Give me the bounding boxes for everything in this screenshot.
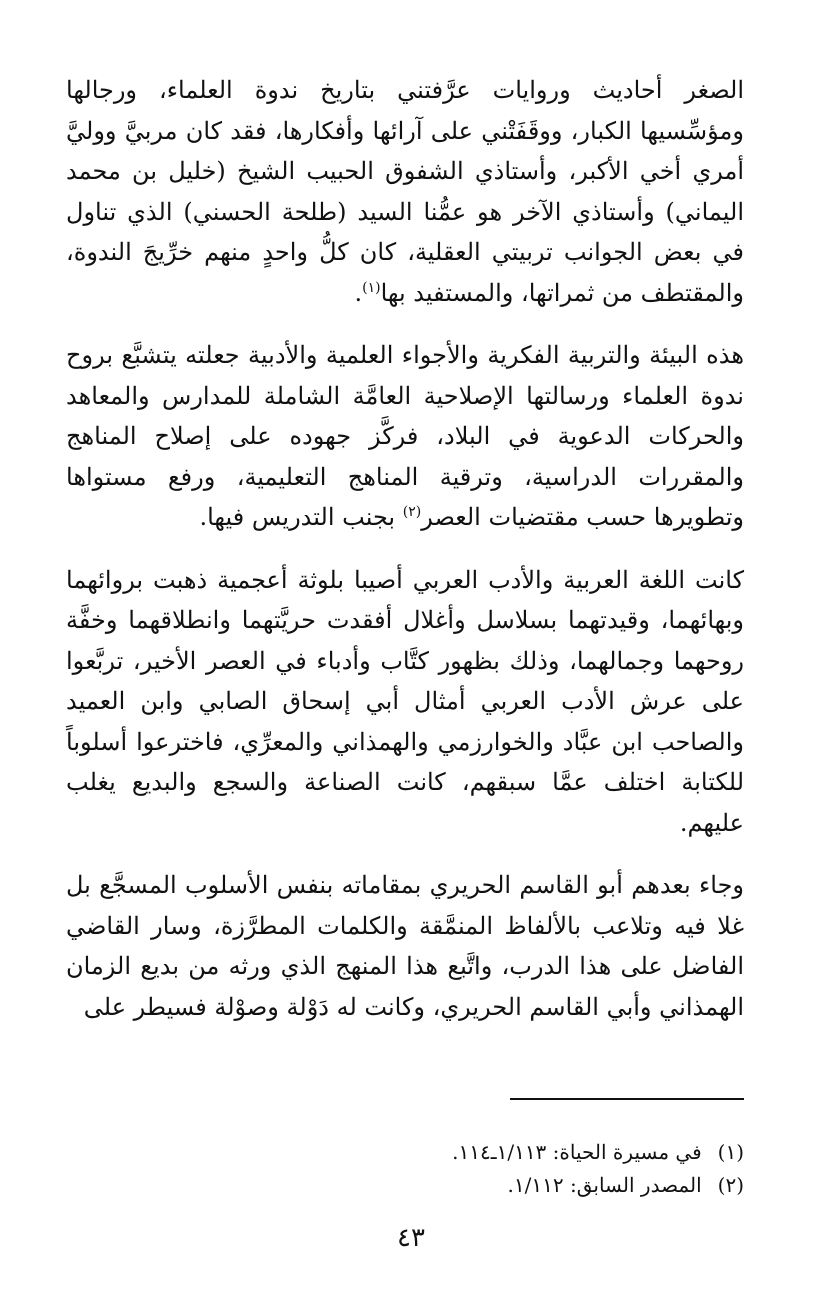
paragraph-3 <box>66 560 744 844</box>
footnotes <box>300 1136 744 1202</box>
footnote-2-number: (٢) <box>717 1173 744 1197</box>
paragraph-2 <box>66 335 744 538</box>
footnote-mark-1: (١) <box>362 279 381 296</box>
paragraph-1-text: الصغر أحاديث وروايات عرَّفتني بتاريخ ندوة العلماء، ورجالها ومؤسِّسيها الكبار، ووقَفَتْني على آرائها وأفكارها، فقد كان مربيَّ ووليَّ أمري أخي الأكبر، وأستاذي الشفوق الحبيب الشيخ (خليل بن محمد اليماني) وأستاذي الآخر هو عمُّنا السيد (طلحة الحسني) الذي تناول في بعض الجوانب تربيتي العقلية، كان كلُّ واحدٍ منهم خرِّيجَ الندوة، والمقتطف من ثمراتها، والمستفيد بها <box>66 76 744 307</box>
footnote-divider <box>510 1098 744 1100</box>
main-text <box>66 70 744 1049</box>
footnote-1 <box>300 1136 744 1169</box>
paragraph-2-tail: بجنب التدريس فيها. <box>199 503 396 531</box>
footnote-1-text: في مسيرة الحياة: ١/١١٣ـ١١٤. <box>452 1140 702 1164</box>
footnote-mark-2: (٢) <box>402 504 422 520</box>
footnote-2-text: المصدر السابق: ١/١١٢. <box>507 1173 702 1197</box>
paragraph-1 <box>66 70 744 313</box>
footnote-1-number: (١) <box>717 1140 744 1164</box>
paragraph-1-tail: . <box>354 278 363 307</box>
paragraph-3-text: كانت اللغة العربية والأدب العربي أصيبا بلوثة أعجمية ذهبت بروائهما وبهائهما، وقيدتهما بسلاسل وأغلال أفقدت حريَّتهما وانطلاقهما وخفَّة روحهما وجمالهما، وذلك بظهور كتَّاب وأدباء في العصر الأخير، تربَّعوا على عرش الأدب العربي أمثال أبي إسحاق الصابي وابن العميد والصاحب ابن عبَّاد والخوارزمي والهمذاني والمعرِّي، فاخترعوا أسلوباً للكتابة اختلف عمَّا سبقهم، كانت الصناعة والسجع والبديع يغلب عليهم. <box>66 565 744 837</box>
page-number: ٤٣ <box>397 1223 425 1253</box>
paragraph-2-text: هذه البيئة والتربية الفكرية والأجواء العلمية والأدبية جعلته يتشبَّع بروح ندوة العلماء ورسالتها الإصلاحية العامَّة الشاملة للمدارس والمعاهد والحركات الدعوية في البلاد، فركَّز جهوده على إصلاح المناهج والمقررات الدراسية، وترقية المناهج التعليمية، ورفع مستواها وتطويرها حسب مقتضيات العصر <box>66 341 744 531</box>
footnote-2 <box>300 1169 744 1202</box>
paragraph-4-text: وجاء بعدهم أبو القاسم الحريري بمقاماته بنفس الأسلوب المسجَّع بل غلا فيه وتلاعب بالألفاظ المنمَّقة والكلمات المطرَّزة، وسار القاضي الفاضل على هذا الدرب، واتَّبع هذا المنهج الذي ورثه من بديع الزمان الهمذاني وأبي القاسم الحريري، وكانت له دَوْلة وصوْلة فسيطر على <box>66 871 744 1021</box>
paragraph-4 <box>66 865 744 1027</box>
